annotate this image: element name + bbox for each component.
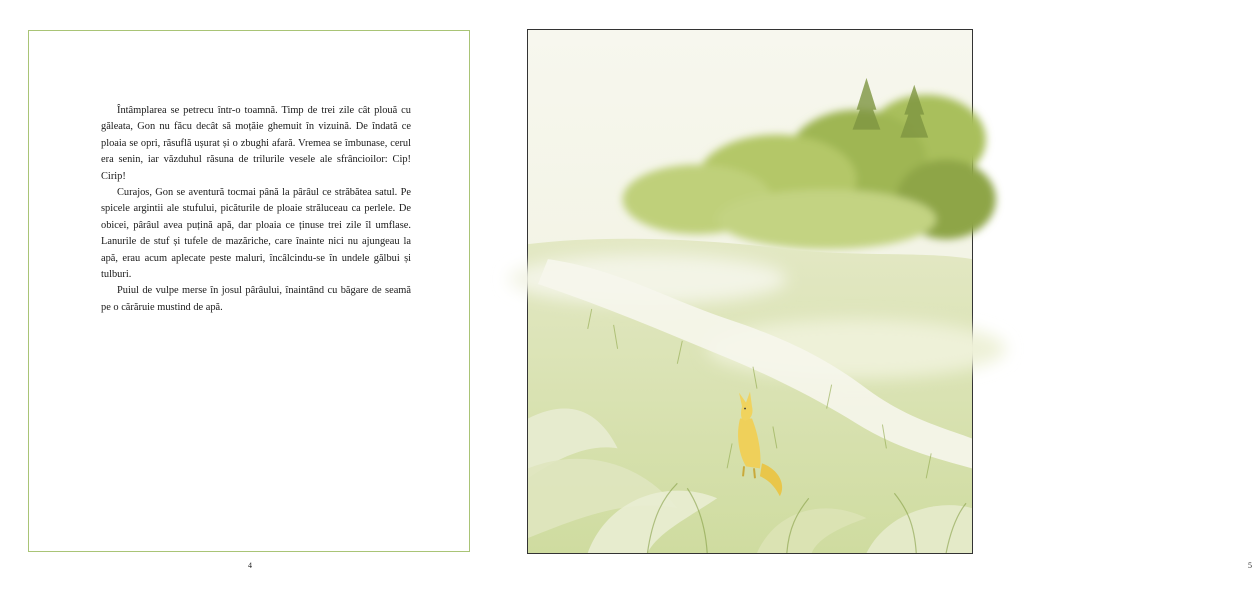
story-text [101, 103, 411, 316]
illustration-frame [527, 29, 973, 554]
left-page [0, 0, 500, 589]
page-number-right: 5 [1248, 561, 1252, 570]
paragraph: Puiul de vulpe merse în josul pârâului, înaintând cu băgare de seamă pe o cărăruie mustind de apă. [101, 285, 411, 313]
page-number-left: 4 [248, 561, 252, 570]
paragraph: Întâmplarea se petrecu într-o toamnă. Timp de trei zile cât plouă cu găleata, Gon nu făcu decât să moțăie ghemuit în vizuină. De îndată ce ploaia se opri, răsuflă ușurat și o zbughi afară. Vremea se îmbunase, cerul era senin, iar văzduhul răsuna de trilurile vesele ale sfrâncioilor: Cip! Cirip! [101, 105, 411, 182]
paragraph: Curajos, Gon se aventură tocmai până la pârâul ce străbătea satul. Pe spicele argintii ale stufului, picăturile de ploaie străluceau ca perlele. De obicei, pârâul avea puțină apă, dar ploaia ce ținuse trei zile îl umflase. Lanurile de stuf și tufele de mazăriche, care înainte nici nu ajungeau la apă, erau acum aplecate peste maluri, încâlcindu-se în undele gălbui și tulburi. [101, 187, 411, 281]
right-page [500, 0, 1252, 589]
fox-meadow-illustration [528, 30, 972, 553]
text-frame [28, 30, 470, 552]
